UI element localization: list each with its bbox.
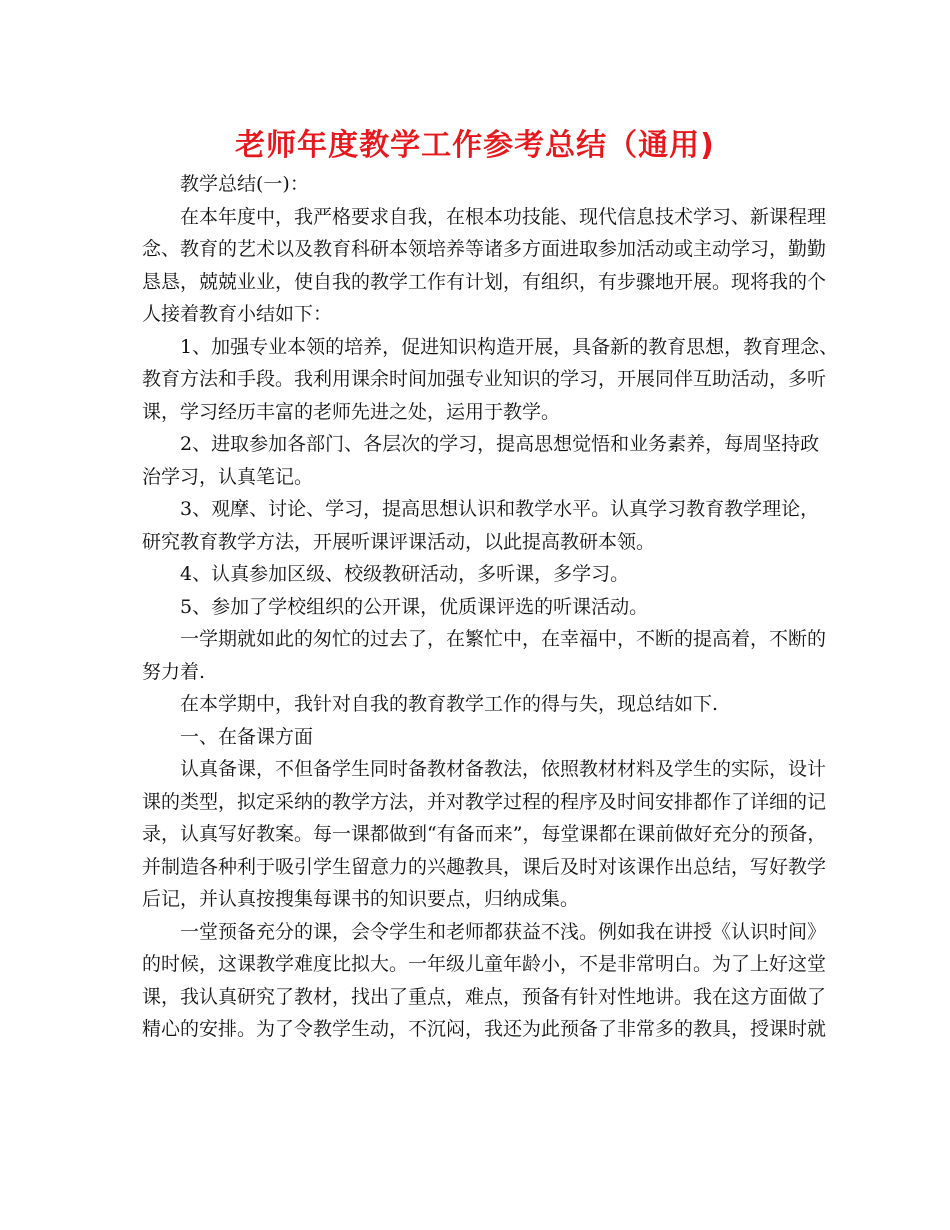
document-body (142, 168, 839, 1046)
text-line: 1、加强专业本领的培养，促进知识构造开展，具备新的教育思想，教育理念、 (180, 335, 839, 358)
text-line: 恳恳，兢兢业业，使自我的教学工作有计划，有组织，有步骤地开展。现将我的个 (142, 270, 827, 293)
text-line: 的时候，这课教学难度比拟大。一年级儿童年龄小，不是非常明白。为了上好这堂 (142, 953, 827, 975)
text-line: 精心的安排。为了令教学生动，不沉闷，我还为此预备了非常多的教具，授课时就 (142, 1018, 827, 1040)
text-line: 一堂预备充分的课，会令学生和老师都获益不浅。例如我在讲授《认识时间》 (180, 920, 827, 943)
text-line: 一、在备课方面 (180, 725, 314, 748)
text-line: 3、观摩、讨论、学习，提高思想认识和教学水平。认真学习教育教学理论， (180, 498, 820, 520)
text-line: 并制造各种利于吸引学生留意力的兴趣教具，课后及时对该课作出总结，写好教学 (142, 855, 827, 878)
text-line: 治学习，认真笔记。 (142, 465, 314, 488)
text-line: 认真备课，不但备学生同时备教材备教法，依照教材材料及学生的实际，设计 (180, 758, 827, 780)
text-line: 人接着教育小结如下： (142, 303, 333, 325)
text-line: 教育方法和手段。我利用课余时间加强专业知识的学习，开展同伴互助活动，多听 (142, 368, 827, 390)
text-line: 教学总结(一)： (180, 173, 309, 195)
text-line: 课，学习经历丰富的老师先进之处，运用于教学。 (142, 400, 561, 423)
text-line: 在本学期中，我针对自我的教育教学工作的得与失，现总结如下. (180, 693, 719, 715)
text-line: 4、认真参加区级、校级教研活动，多听课，多学习。 (180, 563, 630, 585)
document-title: 老师年度教学工作参考总结（通用) (235, 128, 715, 163)
text-line: 录，认真写好教案。每一课都做到“有备而来”，每堂课都在课前做好充分的预备， (142, 823, 827, 845)
text-line: 5、参加了学校组织的公开课，优质课评选的听课活动。 (180, 595, 649, 618)
text-line: 念、教育的艺术以及教育科研本领培养等诸多方面进取参加活动或主动学习，勤勤 (142, 238, 827, 260)
text-line: 后记，并认真按搜集每课书的知识要点，归纳成集。 (142, 888, 580, 910)
text-line: 2、进取参加各部门、各层次的学习，提高思想觉悟和业务素养，每周坚持政 (180, 433, 820, 455)
text-line: 课，我认真研究了教材，找出了重点，难点，预备有针对性地讲。我在这方面做了 (142, 985, 827, 1008)
text-line: 课的类型，拟定采纳的教学方法，并对教学过程的程序及时间安排都作了详细的记 (142, 790, 827, 813)
text-line: 研究教育教学方法，开展听课评课活动，以此提高教研本领。 (142, 530, 656, 553)
text-line: 努力着. (142, 660, 206, 683)
text-line: 一学期就如此的匆忙的过去了，在繁忙中，在幸福中，不断的提高着，不断的 (180, 628, 827, 650)
text-line: 在本年度中，我严格要求自我，在根本功技能、现代信息技术学习、新课程理 (180, 205, 827, 228)
